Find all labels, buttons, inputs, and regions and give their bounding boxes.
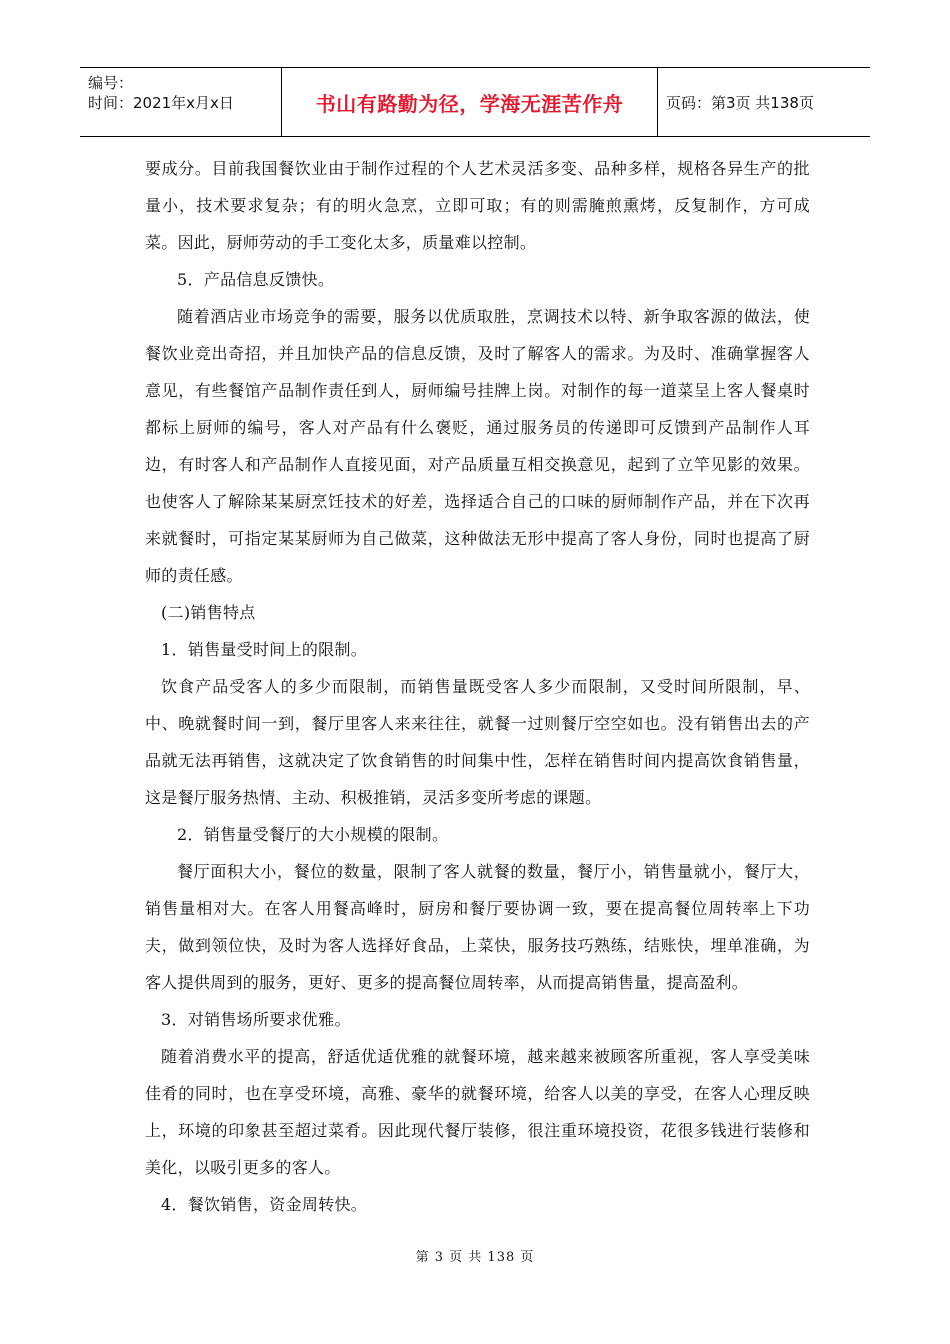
document-date-label: 时间：2021年x月x日 bbox=[88, 94, 234, 112]
document-number-label: 编号： bbox=[88, 74, 134, 92]
section-heading: (二)销售特点 bbox=[161, 603, 256, 622]
section-heading: 2．销售量受餐厅的大小规模的限制。 bbox=[177, 825, 449, 844]
header-motto: 书山有路勤为径，学海无涯苦作舟 bbox=[282, 68, 658, 136]
section-heading: 4．餐饮销售，资金周转快。 bbox=[161, 1195, 368, 1214]
page-footer: 第 3 页 共 138 页 bbox=[415, 1250, 535, 1265]
section-heading: 3．对销售场所要求优雅。 bbox=[161, 1010, 351, 1029]
header-info-cell bbox=[80, 68, 282, 136]
body-paragraph: 随着酒店业市场竞争的需要，服务以优质取胜，烹调技术以特、新争取客源的做法，使餐饮业竞出奇招，并且加快产品的信息反馈，及时了解客人的需求。为及时、准确掌握客人意见，有些餐馆产品制作责任到人，厨师编号挂牌上岗。对制作的每一道菜呈上客人餐桌时都标上厨师的编号，客人对产品有什么褒贬，通过服务员的传递即可反馈到产品制作人耳边，有时客人和产品制作人直接见面，对产品质量互相交换意见，起到了立竿见影的效果。也使客人了解除某某厨烹饪技术的好差，选择适合自己的口味的厨师制作产品，并在下次再来就餐时，可指定某某厨师为自己做菜，这种做法无形中提高了客人身份，同时也提高了厨师的责任感。 bbox=[145, 307, 810, 585]
header-page-number: 页码：第3页 共138页 bbox=[666, 93, 814, 112]
body-paragraph: 要成分。目前我国餐饮业由于制作过程的个人艺术灵活多变、品种多样，规格各异生产的批量小，技术要求复杂；有的明火急烹，立即可取；有的则需腌煎熏烤，反复制作，方可成菜。因此，厨师劳动的手工变化太多，质量难以控制。 bbox=[145, 159, 810, 252]
document-body bbox=[145, 150, 810, 1223]
body-paragraph: 随着消费水平的提高，舒适优适优雅的就餐环境，越来越来被顾客所重视，客人享受美味佳肴的同时，也在享受环境，高雅、豪华的就餐环境，给客人以美的享受，在客人心理反映上，环境的印象甚至超过菜肴。因此现代餐厅装修，很注重环境投资，花很多钱进行装修和美化，以吸引更多的客人。 bbox=[145, 1047, 810, 1177]
body-paragraph: 餐厅面积大小，餐位的数量，限制了客人就餐的数量，餐厅小，销售量就小，餐厅大，销售量相对大。在客人用餐高峰时，厨房和餐厅要协调一致，要在提高餐位周转率上下功夫，做到领位快，及时为客人选择好食品，上菜快，服务技巧熟练，结账快，埋单准确，为客人提供周到的服务，更好、更多的提高餐位周转率，从而提高销售量，提高盈利。 bbox=[145, 862, 810, 992]
body-paragraph: 饮食产品受客人的多少而限制，而销售量既受客人多少而限制，又受时间所限制，早、中、晚就餐时间一到，餐厅里客人来来往往，就餐一过则餐厅空空如也。没有销售出去的产品就无法再销售，这就决定了饮食销售的时间集中性，怎样在销售时间内提高饮食销售量，这是餐厅服务热情、主动、积极推销，灵活多变所考虑的课题。 bbox=[145, 677, 810, 807]
page-header bbox=[80, 67, 870, 137]
section-heading: 5．产品信息反馈快。 bbox=[177, 270, 335, 289]
section-heading: 1．销售量受时间上的限制。 bbox=[161, 640, 368, 659]
